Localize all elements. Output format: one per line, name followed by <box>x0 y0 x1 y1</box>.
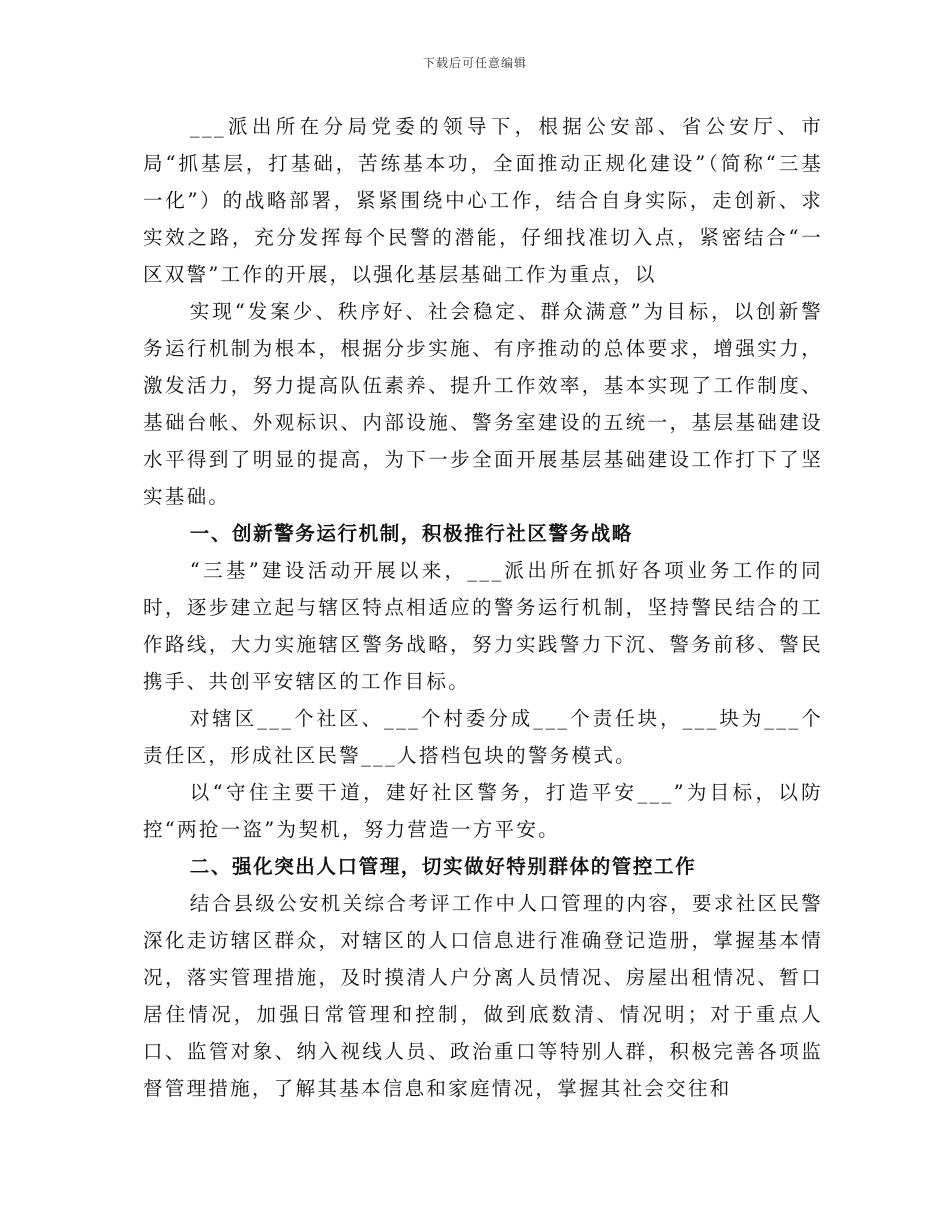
document-body <box>143 108 823 1107</box>
paragraph-goals: 实现“发案少、秩序好、社会稳定、群众满意”为目标，以创新警务运行机制为根本，根据分步实施、有序推动的总体要求，增强实力，激发活力，努力提高队伍素养、提升工作效率，基本实现了工作制度、基础台帐、外观标识、内部设施、警务室建设的五统一，基层基础建设水平得到了明显的提高，为下一步全面开展基层基础建设工作打下了坚实基础。 <box>143 300 823 508</box>
section-heading-2: 二、强化突出人口管理，切实做好特别群体的管控工作 <box>189 855 697 878</box>
paragraph-mechanism: “三基”建设活动开展以来，___派出所在抓好各项业务工作的同时，逐步建立起与辖区特点相适应的警务运行机制，坚持警民结合的工作路线，大力实施辖区警务战略，努力实践警力下沉、警务前移、警民携手、共创平安辖区的工作目标。 <box>143 559 823 693</box>
paragraph-districts: 对辖区___个社区、___个村委分成___个责任块，___块为___个责任区，形成社区民警___人搭档包块的警务模式。 <box>143 707 823 767</box>
section-heading-1: 一、创新警务运行机制，积极推行社区警务战略 <box>189 522 633 545</box>
paragraph-population: 结合县级公安机关综合考评工作中人口管理的内容，要求社区民警深化走访辖区群众，对辖区的人口信息进行准确登记造册，掌握基本情况，落实管理措施，及时摸清人户分离人员情况、房屋出租情况、暂口居住情况，加强日常管理和控制，做到底数清、情况明；对于重点人口、监管对象、纳入视线人员、政治重口等特别人群，积极完善各项监督管理措施，了解其基本信息和家庭情况，掌握其社会交往和 <box>143 892 823 1100</box>
paragraph-intro: ___派出所在分局党委的领导下，根据公安部、省公安厅、市局“抓基层，打基础，苦练基本功，全面推动正规化建设”（简称“三基一化”）的战略部署，紧紧围绕中心工作，结合自身实际，走创新、求实效之路，充分发挥每个民警的潜能，仔细找准切入点，紧密结合“一区双警”工作的开展，以强化基层基础工作为重点，以 <box>143 115 823 286</box>
download-note: 下载后可任意编辑 <box>422 56 527 70</box>
paragraph-target: 以“守住主要干道，建好社区警务，打造平安___”为目标，以防控“两抢一盗”为契机，努力营造一方平安。 <box>143 781 823 841</box>
